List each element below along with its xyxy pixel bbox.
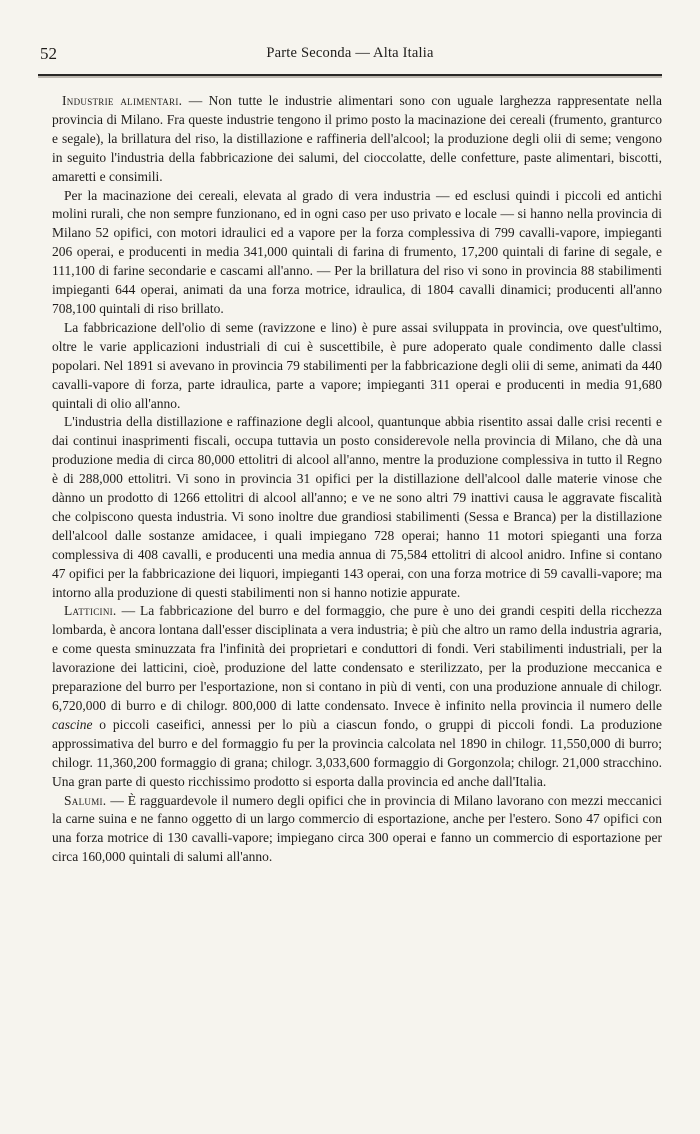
section-lead-latticini: Latticini. bbox=[64, 603, 117, 619]
body-text bbox=[52, 92, 662, 867]
paragraph-olio-di-seme: La fabbricazione dell'olio di seme (ravizzone e lino) è pure assai sviluppata in provincia, ove quest'ultimo, oltre le varie applicazioni industriali di cui è suscettibile, è pure adoperato quale condimento dalle classi popolari. Nel 1891 si avevano in provincia 79 stabilimenti per la fabbricazione degli olii di seme, animati da 440 cavalli-vapore di forza, parte idraulica, parte a vapore; impieganti 311 operai e producenti in media 91,680 quintali di olio all'anno. bbox=[52, 319, 662, 411]
section-lead-industrie-alimentari: Industrie alimentari. bbox=[62, 93, 183, 108]
paragraph-macinazione: Per la macinazione dei cereali, elevata al grado di vera industria — ed esclusi quindi i piccoli ed antichi molini rurali, che non sempre funzionano, ed in ogni caso per uso privato e locale — si hanno nella provincia di Milano 52 opifici, con motori idraulici ed a vapore per la forza complessiva di 799 cavalli-vapore, impieganti 206 operai, e producenti in media 341,000 quintali di farina di frumento, 17,200 quintali di farine di segale, e 111,100 di farine secondarie e cascami all'anno. — Per la brillatura del riso vi sono in provincia 88 stabilimenti impieganti 644 operai, animati da una forza motrice, idraulica, di 1804 cavalli dinamici; producenti all'anno 708,100 quintali di riso brillato. bbox=[52, 187, 662, 316]
header-rule bbox=[38, 74, 662, 76]
section-lead-salumi: Salumi. bbox=[64, 792, 107, 808]
running-title: Parte Seconda — Alta Italia bbox=[266, 45, 434, 61]
page-number: 52 bbox=[40, 44, 57, 63]
paragraph-text: — Non tutte le industrie alimentari sono con uguale larghezza rappresentate nella provincia di Milano. Fra queste industrie tengono il primo posto la macinazione dei cereali (frumento, granturco e segale), la brillatura del riso, la distillazione e raffineria dell'alcool; la produzione degli olii di seme; vengono in seguito l'industria della fabbricazione dei salumi, del cioccolatte, delle confetture, paste alimentari, biscotti, amaretti e consimili. bbox=[52, 93, 662, 184]
italic-term-cascine: cascine bbox=[52, 716, 93, 732]
paragraph-salumi bbox=[52, 792, 662, 868]
paragraph-distillazione: L'industria della distillazione e raffinazione degli alcool, quantunque abbia risentito assai dalle crisi recenti e dai continui inasprimenti fiscali, occupa tuttavia un posto considerevole nella provincia di Milano, che dà una produzione media di circa 80,000 ettolitri di alcool all'anno, mentre la produzione complessiva in tutto il Regno è di 288,000 ettolitri. Vi sono in provincia 31 opifici per la distillazione dell'alcool dalle materie vinose che dànno un prodotto di 1266 ettolitri di alcool all'anno; e ve ne sono altri 79 inattivi causa le aggravate fiscalità che colpiscono questa industria. Vi sono inoltre due grandiosi stabilimenti (Sessa e Branca) per la distillazione dell'alcool dalle sostanze amidacee, i quali impiegano 728 operai; hanno 11 motori spieganti una forza complessiva di 408 cavalli, e producenti una media annua di 75,584 ettolitri di alcool anidro. Infine si contano 47 opifici per la fabbricazione dei liquori, impieganti 143 operai, con una forza motrice di 59 cavalli-vapore; ma intorno alla produzione di questi stabilimenti non si hanno notizie appurate. bbox=[52, 414, 662, 600]
paragraph-text: o piccoli caseifici, annessi per lo più a ciascun fondo, o gruppi di piccoli fondi. La produzione approssimativa del burro e del formaggio fu per la provincia calcolata nel 1890 in chilogr. 11,550,000 di burro; chilogr. 11,360,200 formaggio di grana; chilogr. 3,033,600 formaggio di Gorgonzola; chilogr. 21,000 stracchino. Una gran parte di questo ricchissimo prodotto si esporta dalla provincia ed anche dall'Italia. bbox=[52, 716, 662, 789]
page-header bbox=[40, 44, 660, 66]
paragraph-text: — La fabbricazione del burro e del formaggio, che pure è uno dei grandi cespiti della ricchezza lombarda, è ancora lontana dall'esser disciplinata a vera industria; è più che altro un ramo della industria agraria, e come questa sminuzzata fra l'infinità dei proprietari e conduttori di fondi. Veri stabilimenti industriali, per la lavorazione dei latticini, cioè, produzione del latte condensato e sterilizzato, per la produzione meccanica e preparazione del burro per l'esportazione, non si contano in più di venti, con una produzione annuale di chilogr. 6,720,000 di burro e di chilogr. 800,000 di latte condensato. Invece è infinito nella provincia il numero delle bbox=[52, 603, 662, 713]
paragraph-text: — È ragguardevole il numero degli opifici che in provincia di Milano lavorano con mezzi meccanici la carne suina e ne fanno oggetto di un largo commercio di esportazione, anche per l'estero. Sono 47 opifici con una forza motrice di 130 cavalli-vapore; impiegano circa 300 operai e fanno un commercio di esportazione per circa 160,000 quintali di salumi all'anno. bbox=[52, 792, 662, 865]
paragraph-industrie-alimentari bbox=[52, 92, 662, 187]
paragraph-latticini bbox=[52, 602, 662, 791]
